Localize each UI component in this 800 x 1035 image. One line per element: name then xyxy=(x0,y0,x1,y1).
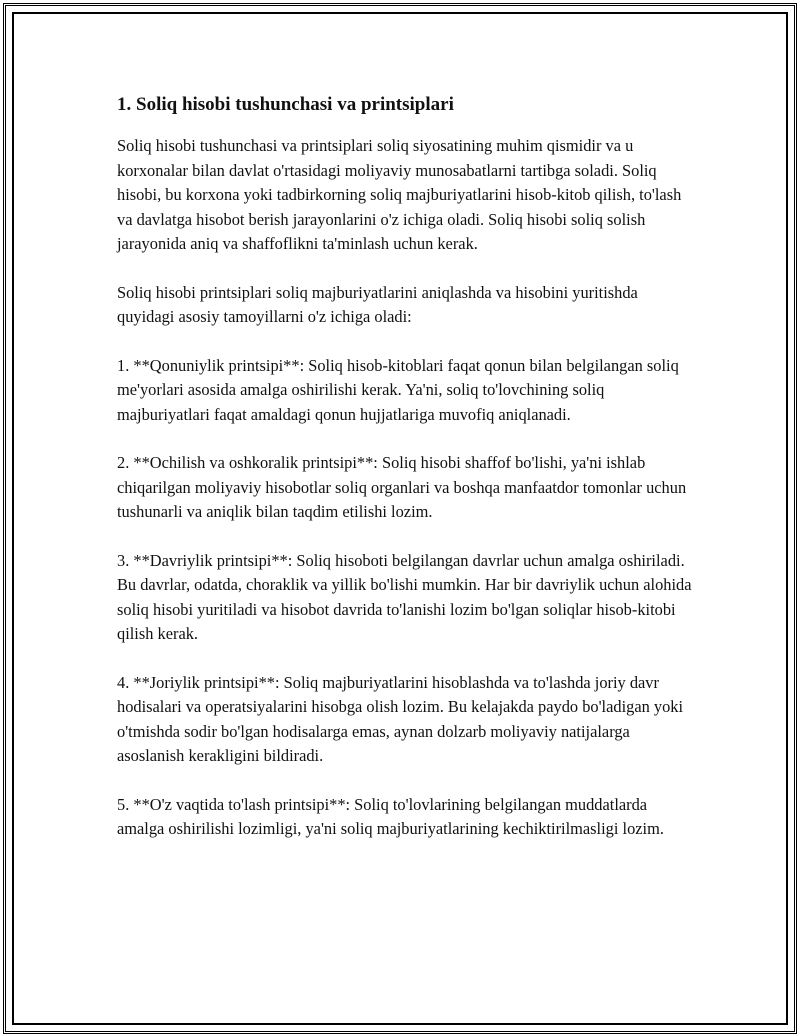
list-item-legality: 1. **Qonuniylik printsipi**: Soliq hisob-kitoblari faqat qonun bilan belgilangan soliq me'yorlari asosida amalga oshirilishi kerak. Ya'ni, soliq to'lovchining soliq majburiyatlari faqat amaldagi qonun hujjatlariga muvofiq aniqlanadi. xyxy=(117,355,679,424)
document-body xyxy=(117,93,697,866)
paragraph-intro: Soliq hisobi tushunchasi va printsiplari soliq siyosatining muhim qismidir va u korxonalar bilan davlat o'rtasidagi moliyaviy munosabatlarni tartibga soladi. Soliq hisobi, bu korxona yoki tadbirkorning soliq majburiyatlarini hisob-kitob qilish, to'lash va davlatga hisobot berish jarayonlarini o'z ichiga oladi. Soliq hisobi soliq solish jarayonida aniq va shaffoflikni ta'minlash uchun kerak. xyxy=(117,136,682,253)
list-item-timely-payment: 5. **O'z vaqtida to'lash printsipi**: Soliq to'lovlarining belgilangan muddatlarda amalga oshirilishi lozimligi, ya'ni soliq majburiyatlarining kechiktirilmasligi lozim. xyxy=(117,794,664,838)
list-item-transparency: 2. **Ochilish va oshkoralik printsipi**: Soliq hisobi shaffof bo'lishi, ya'ni ishlab chiqarilgan moliyaviy hisobotlar soliq organlari va boshqa manfaatdor tomonlar uchun tushunarli va aniqlik bilan taqdim etilishi lozim. xyxy=(117,453,687,521)
section-heading: 1. Soliq hisobi tushunchasi va printsiplari xyxy=(117,94,454,115)
paragraph-principles-intro: Soliq hisobi printsiplari soliq majburiyatlarini aniqlashda va hisobini yuritishda quyidagi asosiy tamoyillarni o'z ichiga oladi: xyxy=(117,282,638,326)
list-item-currency: 4. **Joriylik printsipi**: Soliq majburiyatlarini hisoblashda va to'lashda joriy davr hodisalari va operatsiyalarini hisobga olish lozim. Bu kelajakda paydo bo'ladigan yoki o'tmishda sodir bo'lgan hodisalarga emas, aynan dolzarb moliyaviy natijalarga asoslanish kerakligini bildiradi. xyxy=(117,672,684,765)
list-item-periodicity: 3. **Davriylik printsipi**: Soliq hisoboti belgilangan davrlar uchun amalga oshiriladi. Bu davrlar, odatda, choraklik va yillik bo'lishi mumkin. Har bir davriylik uchun alohida soliq hisobi yuritiladi va hisobot davrida to'lanishi lozim bo'lgan soliqlar hisob-kitobi qilish kerak. xyxy=(117,550,692,643)
